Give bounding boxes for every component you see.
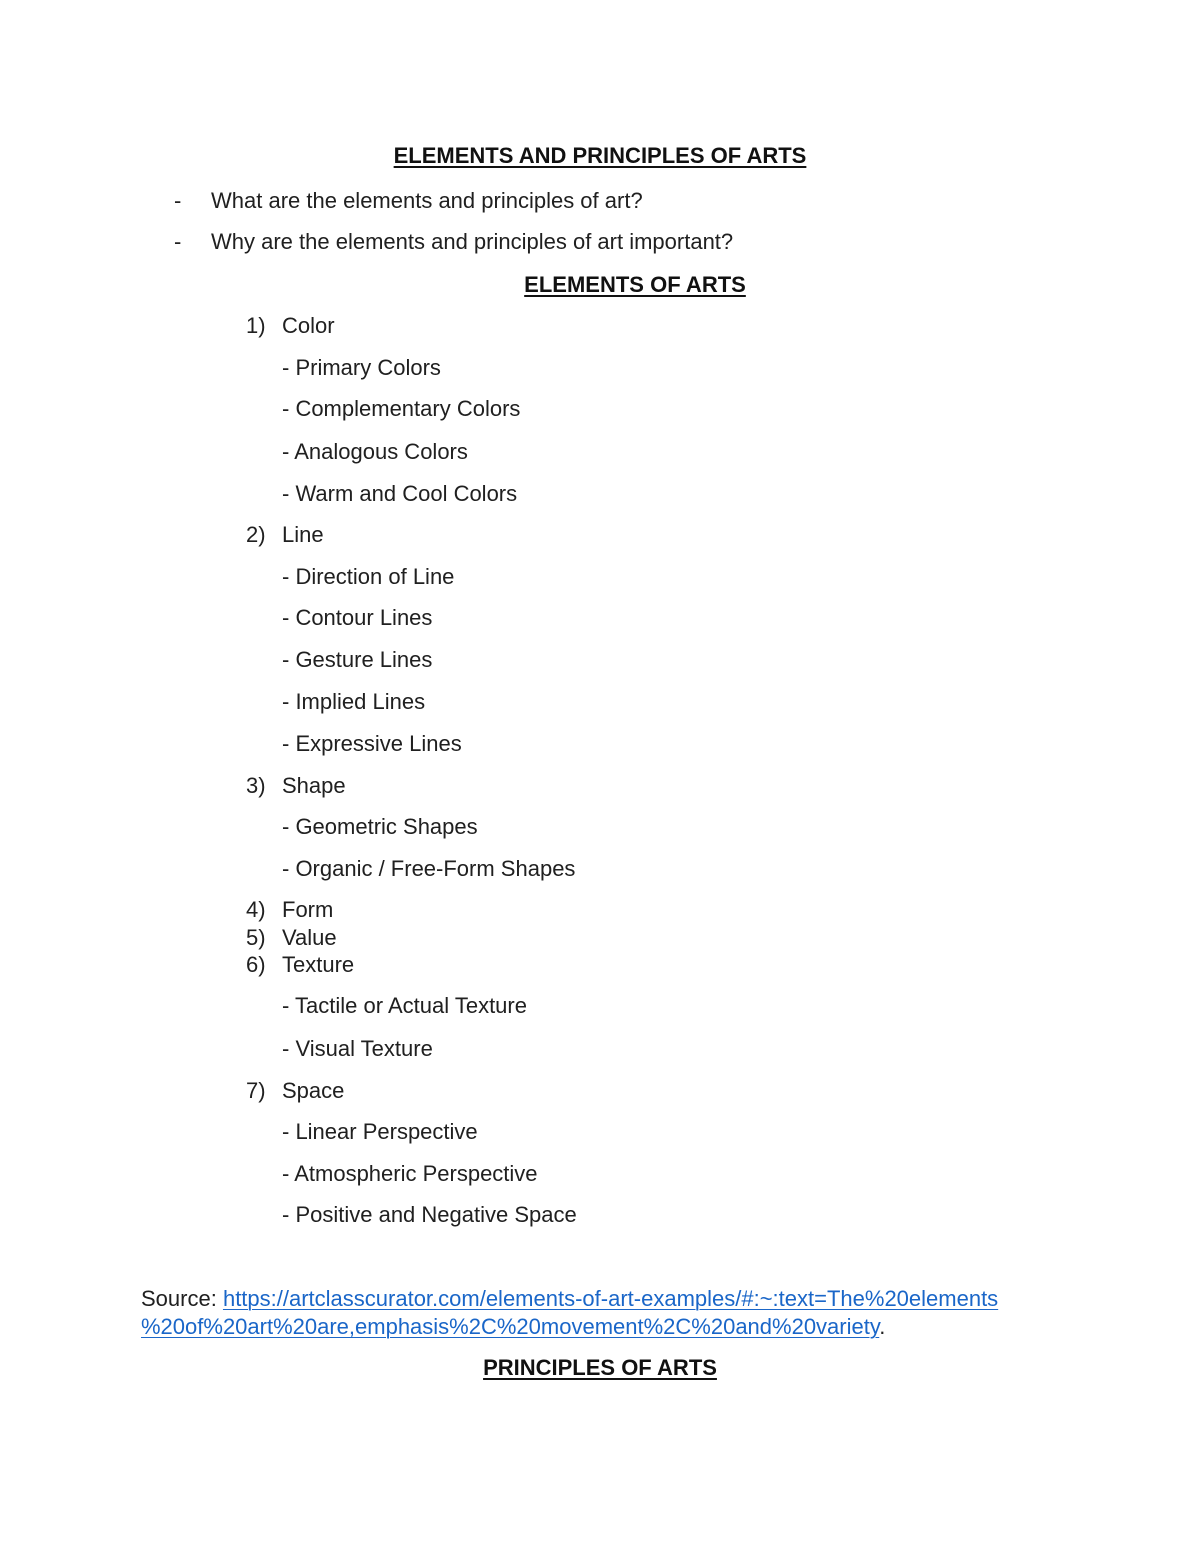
subitem-positive-negative-space: - Positive and Negative Space bbox=[282, 1202, 577, 1227]
element-space: Space bbox=[282, 1078, 345, 1103]
element-color: Color bbox=[282, 313, 335, 338]
question-1: What are the elements and principles of art? bbox=[211, 188, 643, 213]
subitem-primary-colors: - Primary Colors bbox=[282, 355, 441, 380]
source-line bbox=[141, 1286, 998, 1312]
subitem-contour-lines: - Contour Lines bbox=[282, 605, 433, 630]
principles-heading: PRINCIPLES OF ARTS bbox=[483, 1355, 717, 1380]
subitem-direction-of-line: - Direction of Line bbox=[282, 564, 455, 589]
element-number: 4) bbox=[246, 897, 266, 922]
question-bullet: - bbox=[174, 229, 182, 254]
question-2: Why are the elements and principles of art important? bbox=[211, 229, 734, 254]
subitem-atmospheric-perspective: - Atmospheric Perspective bbox=[282, 1161, 538, 1186]
elements-heading: ELEMENTS OF ARTS bbox=[524, 272, 746, 297]
source-trailing: . bbox=[879, 1314, 886, 1339]
element-number: 1) bbox=[246, 313, 266, 338]
subitem-gesture-lines: - Gesture Lines bbox=[282, 647, 433, 672]
subitem-tactile-texture: - Tactile or Actual Texture bbox=[282, 993, 527, 1018]
element-number: 5) bbox=[246, 925, 266, 950]
source-line-2 bbox=[141, 1314, 885, 1340]
subitem-visual-texture: - Visual Texture bbox=[282, 1036, 433, 1061]
element-value: Value bbox=[282, 925, 337, 950]
subitem-implied-lines: - Implied Lines bbox=[282, 689, 426, 714]
subitem-geometric-shapes: - Geometric Shapes bbox=[282, 814, 478, 839]
question-bullet: - bbox=[174, 188, 182, 213]
element-number: 3) bbox=[246, 773, 266, 798]
subitem-expressive-lines: - Expressive Lines bbox=[282, 731, 462, 756]
element-number: 2) bbox=[246, 522, 266, 547]
element-number: 6) bbox=[246, 952, 266, 977]
element-number: 7) bbox=[246, 1078, 266, 1103]
subitem-organic-shapes: - Organic / Free-Form Shapes bbox=[282, 856, 576, 881]
source-label: Source: bbox=[141, 1286, 217, 1311]
source-link-part1[interactable]: https://artclasscurator.com/elements-of-art-examples/#:~:text=The%20elements bbox=[222, 1286, 999, 1311]
element-texture: Texture bbox=[282, 952, 355, 977]
subitem-warm-cool-colors: - Warm and Cool Colors bbox=[282, 481, 518, 506]
subitem-linear-perspective: - Linear Perspective bbox=[282, 1119, 478, 1144]
document-title: ELEMENTS AND PRINCIPLES OF ARTS bbox=[393, 143, 807, 168]
subitem-analogous-colors: - Analogous Colors bbox=[282, 439, 468, 464]
element-form: Form bbox=[282, 897, 334, 922]
element-shape: Shape bbox=[282, 773, 346, 798]
element-line: Line bbox=[282, 522, 324, 547]
subitem-complementary-colors: - Complementary Colors bbox=[282, 396, 521, 421]
source-link-part2[interactable]: %20of%20art%20are,emphasis%2C%20movement%2C%20and%20variety bbox=[141, 1314, 880, 1339]
